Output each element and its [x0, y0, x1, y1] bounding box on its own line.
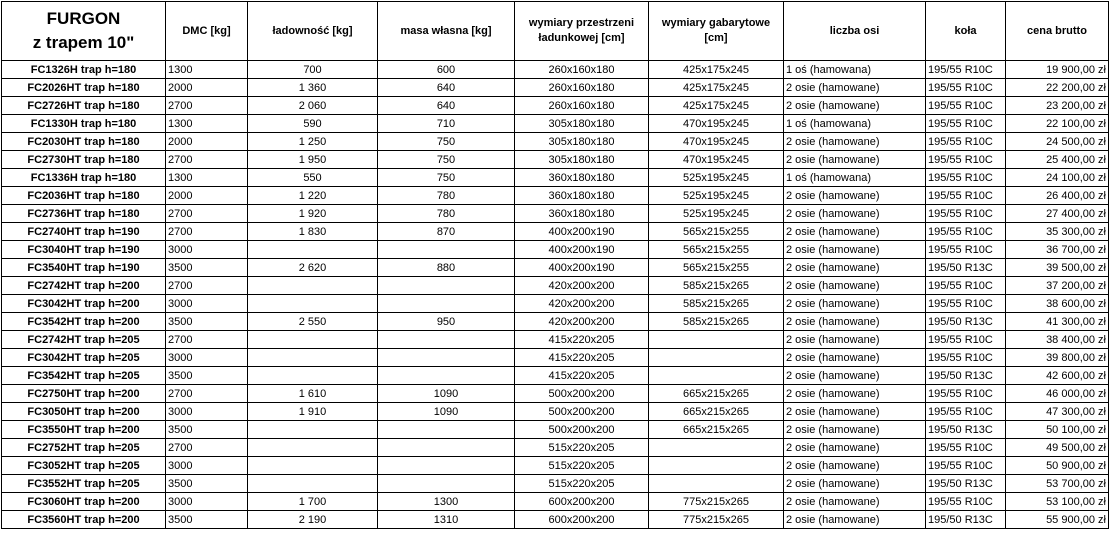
cell-overall-dims: 565x215x255	[649, 241, 784, 259]
cell-own-weight: 870	[378, 223, 515, 241]
cell-payload	[248, 421, 378, 439]
cell-axles: 2 osie (hamowane)	[784, 403, 926, 421]
cell-payload	[248, 277, 378, 295]
cell-model: FC1330H trap h=180	[2, 115, 166, 133]
cell-axles: 2 osie (hamowane)	[784, 331, 926, 349]
cell-wheels: 195/55 R10C	[926, 403, 1006, 421]
cell-own-weight: 780	[378, 205, 515, 223]
header-row	[2, 2, 1109, 61]
cell-cargo-dims: 400x200x190	[515, 241, 649, 259]
cell-dmc: 3500	[166, 421, 248, 439]
cell-price: 26 400,00 zł	[1006, 187, 1109, 205]
cell-model: FC2026HT trap h=180	[2, 79, 166, 97]
cell-dmc: 2000	[166, 133, 248, 151]
cell-price: 39 500,00 zł	[1006, 259, 1109, 277]
cell-price: 38 400,00 zł	[1006, 331, 1109, 349]
cell-cargo-dims: 600x200x200	[515, 511, 649, 529]
cell-wheels: 195/50 R13C	[926, 259, 1006, 277]
cell-own-weight: 780	[378, 187, 515, 205]
cell-overall-dims: 425x175x245	[649, 97, 784, 115]
cell-own-weight: 750	[378, 169, 515, 187]
cell-axles: 2 osie (hamowane)	[784, 457, 926, 475]
cell-overall-dims: 470x195x245	[649, 133, 784, 151]
cell-price: 41 300,00 zł	[1006, 313, 1109, 331]
cell-wheels: 195/55 R10C	[926, 115, 1006, 133]
cell-payload: 2 190	[248, 511, 378, 529]
cell-wheels: 195/55 R10C	[926, 61, 1006, 79]
cell-wheels: 195/55 R10C	[926, 331, 1006, 349]
cell-wheels: 195/55 R10C	[926, 97, 1006, 115]
cell-wheels: 195/55 R10C	[926, 349, 1006, 367]
cell-cargo-dims: 360x180x180	[515, 205, 649, 223]
table-row	[2, 79, 1109, 97]
cell-dmc: 3000	[166, 403, 248, 421]
cell-own-weight: 1300	[378, 493, 515, 511]
cell-own-weight: 750	[378, 151, 515, 169]
cell-price: 38 600,00 zł	[1006, 295, 1109, 313]
cell-dmc: 2700	[166, 439, 248, 457]
cell-payload: 1 250	[248, 133, 378, 151]
header-wheels: koła	[926, 2, 1006, 61]
cell-dmc: 3500	[166, 475, 248, 493]
cell-dmc: 3000	[166, 493, 248, 511]
cell-payload: 700	[248, 61, 378, 79]
cell-axles: 2 osie (hamowane)	[784, 511, 926, 529]
cell-axles: 2 osie (hamowane)	[784, 385, 926, 403]
table-body	[2, 61, 1109, 529]
cell-dmc: 1300	[166, 115, 248, 133]
table-row	[2, 169, 1109, 187]
cell-model: FC3550HT trap h=200	[2, 421, 166, 439]
cell-dmc: 1300	[166, 169, 248, 187]
cell-payload	[248, 457, 378, 475]
cell-overall-dims: 665x215x265	[649, 421, 784, 439]
cell-dmc: 3000	[166, 349, 248, 367]
cell-overall-dims	[649, 349, 784, 367]
cell-cargo-dims: 500x200x200	[515, 421, 649, 439]
cell-overall-dims	[649, 331, 784, 349]
cell-model: FC3050HT trap h=200	[2, 403, 166, 421]
cell-price: 37 200,00 zł	[1006, 277, 1109, 295]
header-axles: liczba osi	[784, 2, 926, 61]
cell-axles: 2 osie (hamowane)	[784, 277, 926, 295]
cell-overall-dims: 525x195x245	[649, 205, 784, 223]
cell-payload: 1 910	[248, 403, 378, 421]
cell-dmc: 3500	[166, 313, 248, 331]
cell-model: FC1326H trap h=180	[2, 61, 166, 79]
cell-payload	[248, 475, 378, 493]
cell-model: FC2736HT trap h=180	[2, 205, 166, 223]
table-row	[2, 331, 1109, 349]
cell-overall-dims: 585x215x265	[649, 295, 784, 313]
cell-payload: 2 060	[248, 97, 378, 115]
cell-model: FC2726HT trap h=180	[2, 97, 166, 115]
cell-price: 49 500,00 zł	[1006, 439, 1109, 457]
cell-dmc: 3500	[166, 367, 248, 385]
cell-own-weight: 880	[378, 259, 515, 277]
cell-payload	[248, 241, 378, 259]
cell-axles: 1 oś (hamowana)	[784, 169, 926, 187]
cell-cargo-dims: 420x200x200	[515, 295, 649, 313]
cell-dmc: 2700	[166, 223, 248, 241]
cell-wheels: 195/55 R10C	[926, 151, 1006, 169]
cell-model: FC2036HT trap h=180	[2, 187, 166, 205]
cell-wheels: 195/55 R10C	[926, 493, 1006, 511]
cell-own-weight	[378, 421, 515, 439]
cell-model: FC3060HT trap h=200	[2, 493, 166, 511]
cell-overall-dims: 425x175x245	[649, 61, 784, 79]
cell-model: FC2742HT trap h=200	[2, 277, 166, 295]
cell-own-weight: 950	[378, 313, 515, 331]
cell-model: FC2742HT trap h=205	[2, 331, 166, 349]
cell-cargo-dims: 360x180x180	[515, 187, 649, 205]
cell-cargo-dims: 600x200x200	[515, 493, 649, 511]
cell-axles: 2 osie (hamowane)	[784, 349, 926, 367]
cell-model: FC3552HT trap h=205	[2, 475, 166, 493]
cell-own-weight	[378, 475, 515, 493]
cell-own-weight	[378, 277, 515, 295]
cell-own-weight	[378, 349, 515, 367]
table-title	[2, 2, 166, 61]
cell-price: 27 400,00 zł	[1006, 205, 1109, 223]
header-payload: ładowność [kg]	[248, 2, 378, 61]
cell-own-weight: 640	[378, 97, 515, 115]
cell-model: FC3560HT trap h=200	[2, 511, 166, 529]
cell-axles: 2 osie (hamowane)	[784, 241, 926, 259]
cell-overall-dims	[649, 439, 784, 457]
cell-wheels: 195/55 R10C	[926, 241, 1006, 259]
cell-overall-dims: 425x175x245	[649, 79, 784, 97]
cell-dmc: 2700	[166, 97, 248, 115]
header-cargo-dims: wymiary przestrzeni ładunkowej [cm]	[515, 2, 649, 61]
cell-own-weight: 1090	[378, 403, 515, 421]
cell-dmc: 2700	[166, 331, 248, 349]
cell-cargo-dims: 260x160x180	[515, 61, 649, 79]
cell-own-weight: 750	[378, 133, 515, 151]
cell-model: FC3540HT trap h=190	[2, 259, 166, 277]
cell-price: 53 100,00 zł	[1006, 493, 1109, 511]
cell-cargo-dims: 420x200x200	[515, 277, 649, 295]
table-row	[2, 187, 1109, 205]
cell-price: 25 400,00 zł	[1006, 151, 1109, 169]
cell-axles: 2 osie (hamowane)	[784, 295, 926, 313]
cell-own-weight	[378, 331, 515, 349]
cell-cargo-dims: 305x180x180	[515, 151, 649, 169]
cell-own-weight: 600	[378, 61, 515, 79]
cell-dmc: 2700	[166, 151, 248, 169]
cell-price: 50 900,00 zł	[1006, 457, 1109, 475]
cell-payload: 1 700	[248, 493, 378, 511]
table-row	[2, 421, 1109, 439]
cell-cargo-dims: 500x200x200	[515, 385, 649, 403]
cell-cargo-dims: 415x220x205	[515, 349, 649, 367]
cell-cargo-dims: 400x200x190	[515, 259, 649, 277]
cell-axles: 2 osie (hamowane)	[784, 205, 926, 223]
cell-overall-dims	[649, 367, 784, 385]
cell-cargo-dims: 515x220x205	[515, 439, 649, 457]
cell-model: FC2030HT trap h=180	[2, 133, 166, 151]
cell-wheels: 195/50 R13C	[926, 475, 1006, 493]
cell-payload: 1 920	[248, 205, 378, 223]
cell-model: FC2740HT trap h=190	[2, 223, 166, 241]
cell-wheels: 195/55 R10C	[926, 79, 1006, 97]
cell-wheels: 195/55 R10C	[926, 295, 1006, 313]
cell-wheels: 195/55 R10C	[926, 277, 1006, 295]
cell-price: 24 500,00 zł	[1006, 133, 1109, 151]
cell-wheels: 195/55 R10C	[926, 223, 1006, 241]
cell-axles: 1 oś (hamowana)	[784, 115, 926, 133]
cell-cargo-dims: 360x180x180	[515, 169, 649, 187]
cell-payload	[248, 331, 378, 349]
table-row	[2, 277, 1109, 295]
header-price: cena brutto	[1006, 2, 1109, 61]
cell-dmc: 2700	[166, 205, 248, 223]
cell-dmc: 2000	[166, 187, 248, 205]
table-row	[2, 367, 1109, 385]
cell-price: 50 100,00 zł	[1006, 421, 1109, 439]
cell-dmc: 1300	[166, 61, 248, 79]
cell-axles: 2 osie (hamowane)	[784, 97, 926, 115]
cell-cargo-dims: 515x220x205	[515, 457, 649, 475]
cell-overall-dims: 665x215x265	[649, 403, 784, 421]
cell-payload	[248, 295, 378, 313]
cell-cargo-dims: 260x160x180	[515, 79, 649, 97]
cell-axles: 2 osie (hamowane)	[784, 421, 926, 439]
cell-model: FC2730HT trap h=180	[2, 151, 166, 169]
cell-cargo-dims: 500x200x200	[515, 403, 649, 421]
cell-axles: 2 osie (hamowane)	[784, 439, 926, 457]
table-row	[2, 313, 1109, 331]
cell-model: FC3042HT trap h=205	[2, 349, 166, 367]
cell-wheels: 195/55 R10C	[926, 187, 1006, 205]
cell-price: 35 300,00 zł	[1006, 223, 1109, 241]
cell-overall-dims: 525x195x245	[649, 187, 784, 205]
cell-overall-dims	[649, 457, 784, 475]
cell-model: FC3052HT trap h=205	[2, 457, 166, 475]
cell-cargo-dims: 400x200x190	[515, 223, 649, 241]
cell-own-weight: 1310	[378, 511, 515, 529]
cell-wheels: 195/50 R13C	[926, 313, 1006, 331]
cell-own-weight	[378, 295, 515, 313]
cell-cargo-dims: 415x220x205	[515, 331, 649, 349]
cell-price: 55 900,00 zł	[1006, 511, 1109, 529]
cell-overall-dims: 585x215x265	[649, 277, 784, 295]
cell-model: FC2750HT trap h=200	[2, 385, 166, 403]
cell-payload: 1 610	[248, 385, 378, 403]
cell-wheels: 195/55 R10C	[926, 169, 1006, 187]
cell-overall-dims: 565x215x255	[649, 259, 784, 277]
cell-dmc: 2700	[166, 277, 248, 295]
cell-wheels: 195/50 R13C	[926, 367, 1006, 385]
cell-axles: 2 osie (hamowane)	[784, 223, 926, 241]
cell-axles: 1 oś (hamowana)	[784, 61, 926, 79]
cell-payload: 2 620	[248, 259, 378, 277]
cell-overall-dims: 470x195x245	[649, 151, 784, 169]
cell-payload	[248, 439, 378, 457]
cell-overall-dims: 775x215x265	[649, 493, 784, 511]
cell-price: 42 600,00 zł	[1006, 367, 1109, 385]
cell-payload	[248, 367, 378, 385]
cell-payload: 590	[248, 115, 378, 133]
table-row	[2, 259, 1109, 277]
cell-price: 47 300,00 zł	[1006, 403, 1109, 421]
header-dmc: DMC [kg]	[166, 2, 248, 61]
cell-own-weight	[378, 241, 515, 259]
cell-dmc: 3000	[166, 295, 248, 313]
cell-own-weight: 640	[378, 79, 515, 97]
cell-price: 22 200,00 zł	[1006, 79, 1109, 97]
cell-overall-dims: 565x215x255	[649, 223, 784, 241]
table-row	[2, 385, 1109, 403]
cell-wheels: 195/55 R10C	[926, 457, 1006, 475]
cell-model: FC3542HT trap h=200	[2, 313, 166, 331]
cell-dmc: 3000	[166, 241, 248, 259]
cell-payload: 1 360	[248, 79, 378, 97]
cell-cargo-dims: 420x200x200	[515, 313, 649, 331]
cell-model: FC3040HT trap h=190	[2, 241, 166, 259]
table-row	[2, 115, 1109, 133]
table-row	[2, 403, 1109, 421]
cell-price: 39 800,00 zł	[1006, 349, 1109, 367]
cell-payload: 2 550	[248, 313, 378, 331]
header-own-weight: masa własna [kg]	[378, 2, 515, 61]
cell-axles: 2 osie (hamowane)	[784, 313, 926, 331]
table-row	[2, 61, 1109, 79]
table-row	[2, 511, 1109, 529]
cell-price: 36 700,00 zł	[1006, 241, 1109, 259]
cell-axles: 2 osie (hamowane)	[784, 133, 926, 151]
cell-wheels: 195/50 R13C	[926, 511, 1006, 529]
cell-payload: 1 220	[248, 187, 378, 205]
cell-own-weight	[378, 367, 515, 385]
table-row	[2, 205, 1109, 223]
cell-axles: 2 osie (hamowane)	[784, 367, 926, 385]
cell-cargo-dims: 305x180x180	[515, 133, 649, 151]
cell-axles: 2 osie (hamowane)	[784, 79, 926, 97]
cell-price: 46 000,00 zł	[1006, 385, 1109, 403]
cell-axles: 2 osie (hamowane)	[784, 259, 926, 277]
cell-payload: 1 830	[248, 223, 378, 241]
table-row	[2, 151, 1109, 169]
cell-dmc: 3500	[166, 259, 248, 277]
table-row	[2, 241, 1109, 259]
cell-cargo-dims: 305x180x180	[515, 115, 649, 133]
cell-dmc: 3000	[166, 457, 248, 475]
cell-axles: 2 osie (hamowane)	[784, 187, 926, 205]
cell-dmc: 2700	[166, 385, 248, 403]
cell-own-weight: 710	[378, 115, 515, 133]
cell-axles: 2 osie (hamowane)	[784, 151, 926, 169]
cell-overall-dims: 665x215x265	[649, 385, 784, 403]
cell-price: 53 700,00 zł	[1006, 475, 1109, 493]
cell-overall-dims: 525x195x245	[649, 169, 784, 187]
cell-own-weight	[378, 439, 515, 457]
cell-wheels: 195/55 R10C	[926, 385, 1006, 403]
cell-dmc: 2000	[166, 79, 248, 97]
table-row	[2, 133, 1109, 151]
cell-payload: 550	[248, 169, 378, 187]
table-row	[2, 475, 1109, 493]
cell-payload: 1 950	[248, 151, 378, 169]
cell-wheels: 195/50 R13C	[926, 421, 1006, 439]
cell-wheels: 195/55 R10C	[926, 205, 1006, 223]
cell-overall-dims	[649, 475, 784, 493]
cell-price: 19 900,00 zł	[1006, 61, 1109, 79]
cell-overall-dims: 585x215x265	[649, 313, 784, 331]
cell-overall-dims: 470x195x245	[649, 115, 784, 133]
table-row	[2, 349, 1109, 367]
cell-axles: 2 osie (hamowane)	[784, 475, 926, 493]
cell-cargo-dims: 515x220x205	[515, 475, 649, 493]
cell-overall-dims: 775x215x265	[649, 511, 784, 529]
header-overall-dims: wymiary gabarytowe [cm]	[649, 2, 784, 61]
cell-model: FC3042HT trap h=200	[2, 295, 166, 313]
cell-dmc: 3500	[166, 511, 248, 529]
cell-wheels: 195/55 R10C	[926, 133, 1006, 151]
table-row	[2, 457, 1109, 475]
cell-model: FC3542HT trap h=205	[2, 367, 166, 385]
title-line-1: FURGON	[46, 9, 121, 28]
table-row	[2, 439, 1109, 457]
cell-cargo-dims: 415x220x205	[515, 367, 649, 385]
table-row	[2, 493, 1109, 511]
cell-own-weight	[378, 457, 515, 475]
title-line-2: z trapem 10"	[32, 33, 135, 52]
cell-price: 22 100,00 zł	[1006, 115, 1109, 133]
cell-wheels: 195/55 R10C	[926, 439, 1006, 457]
price-table	[1, 1, 1109, 529]
cell-model: FC1336H trap h=180	[2, 169, 166, 187]
cell-price: 24 100,00 zł	[1006, 169, 1109, 187]
cell-price: 23 200,00 zł	[1006, 97, 1109, 115]
table-row	[2, 223, 1109, 241]
cell-own-weight: 1090	[378, 385, 515, 403]
cell-axles: 2 osie (hamowane)	[784, 493, 926, 511]
cell-payload	[248, 349, 378, 367]
cell-cargo-dims: 260x160x180	[515, 97, 649, 115]
table-row	[2, 97, 1109, 115]
table-row	[2, 295, 1109, 313]
cell-model: FC2752HT trap h=205	[2, 439, 166, 457]
